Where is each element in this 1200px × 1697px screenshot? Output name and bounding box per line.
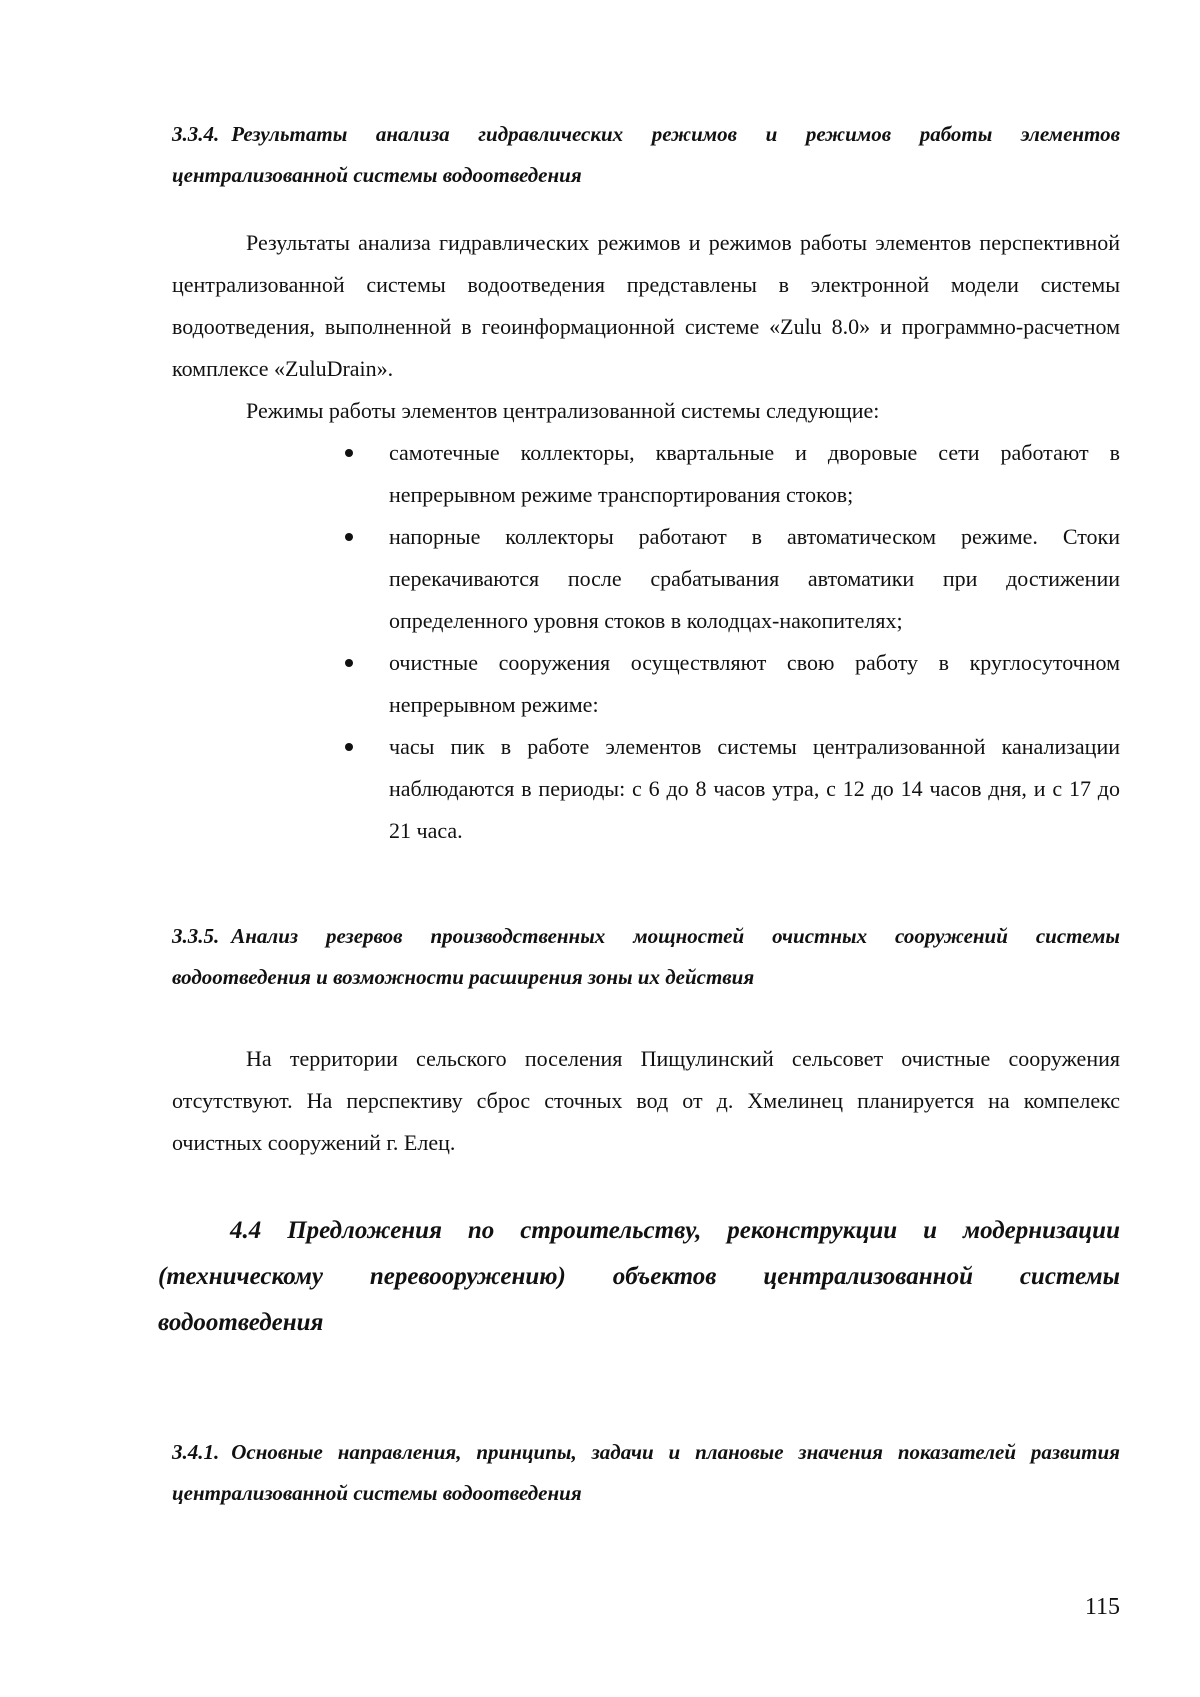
section-title: Анализ резервов производственных мощностей очистных сооружений системы водоотведения и возможности расширения зоны их действия: [172, 924, 1120, 989]
section-heading-line: 4.4 Предложения по строительству, реконструкции и модернизации: [230, 1217, 1120, 1244]
bullet-icon: [345, 449, 353, 457]
section-heading-3-4-1: [172, 1432, 1120, 1514]
bullet-icon: [345, 533, 353, 541]
paragraph: На территории сельского поселения Пищулинский сельсовет очистные сооружения отсутствуют. На перспективу сброс сточных вод от д. Хмелинец планируется на компелекс очистных сооружений г. Елец.: [172, 1046, 1120, 1155]
section-number: 3.4.1.: [172, 1440, 220, 1464]
list-item: [345, 432, 1120, 516]
section-title: Основные направления, принципы, задачи и плановые значения показателей развития централизованной системы водоотведения: [172, 1440, 1120, 1505]
paragraph: Результаты анализа гидравлических режимов и режимов работы элементов перспективной централизованной системы водоотведения представлены в электронной модели системы водоотведения, выполненной в геоинформационной системе «Zulu 8.0» и программно-расчетном комплексе «ZuluDrain».: [172, 230, 1120, 381]
list-item-text: очистные сооружения осуществляют свою работу в круглосуточном непрерывном режиме:: [389, 650, 1120, 717]
bullet-icon: [345, 743, 353, 751]
section-heading-line: (техническому перевооружению) объектов централизованной системы водоотведения: [158, 1263, 1120, 1336]
list-item-text: самотечные коллекторы, квартальные и дворовые сети работают в непрерывном режиме транспортирования стоков;: [389, 440, 1120, 507]
bullet-icon: [345, 659, 353, 667]
bullet-list: [345, 432, 1120, 852]
section-heading-3-3-5: [172, 916, 1120, 998]
list-item: [345, 642, 1120, 726]
section-number: 3.3.4.: [172, 122, 220, 146]
section-heading-3-3-4: [172, 114, 1120, 196]
paragraph: Режимы работы элементов централизованной системы следующие:: [246, 398, 880, 423]
list-item-text: напорные коллекторы работают в автоматическом режиме. Стоки перекачиваются после срабатывания автоматики при достижении определенного уровня стоков в колодцах-накопителях;: [389, 524, 1120, 633]
page-number: 115: [1084, 1594, 1120, 1620]
section-heading-4-4: [158, 1208, 1120, 1346]
list-item-text: часы пик в работе элементов системы централизованной канализации наблюдаются в периоды: с 6 до 8 часов утра, с 12 до 14 часов дня, и с 17 до 21 часа.: [389, 734, 1120, 843]
list-item: [345, 516, 1120, 642]
section-title: Результаты анализа гидравлических режимов и режимов работы элементов централизованной системы водоотведения: [172, 122, 1120, 187]
list-item: [345, 726, 1120, 852]
section-number: 3.3.5.: [172, 924, 220, 948]
